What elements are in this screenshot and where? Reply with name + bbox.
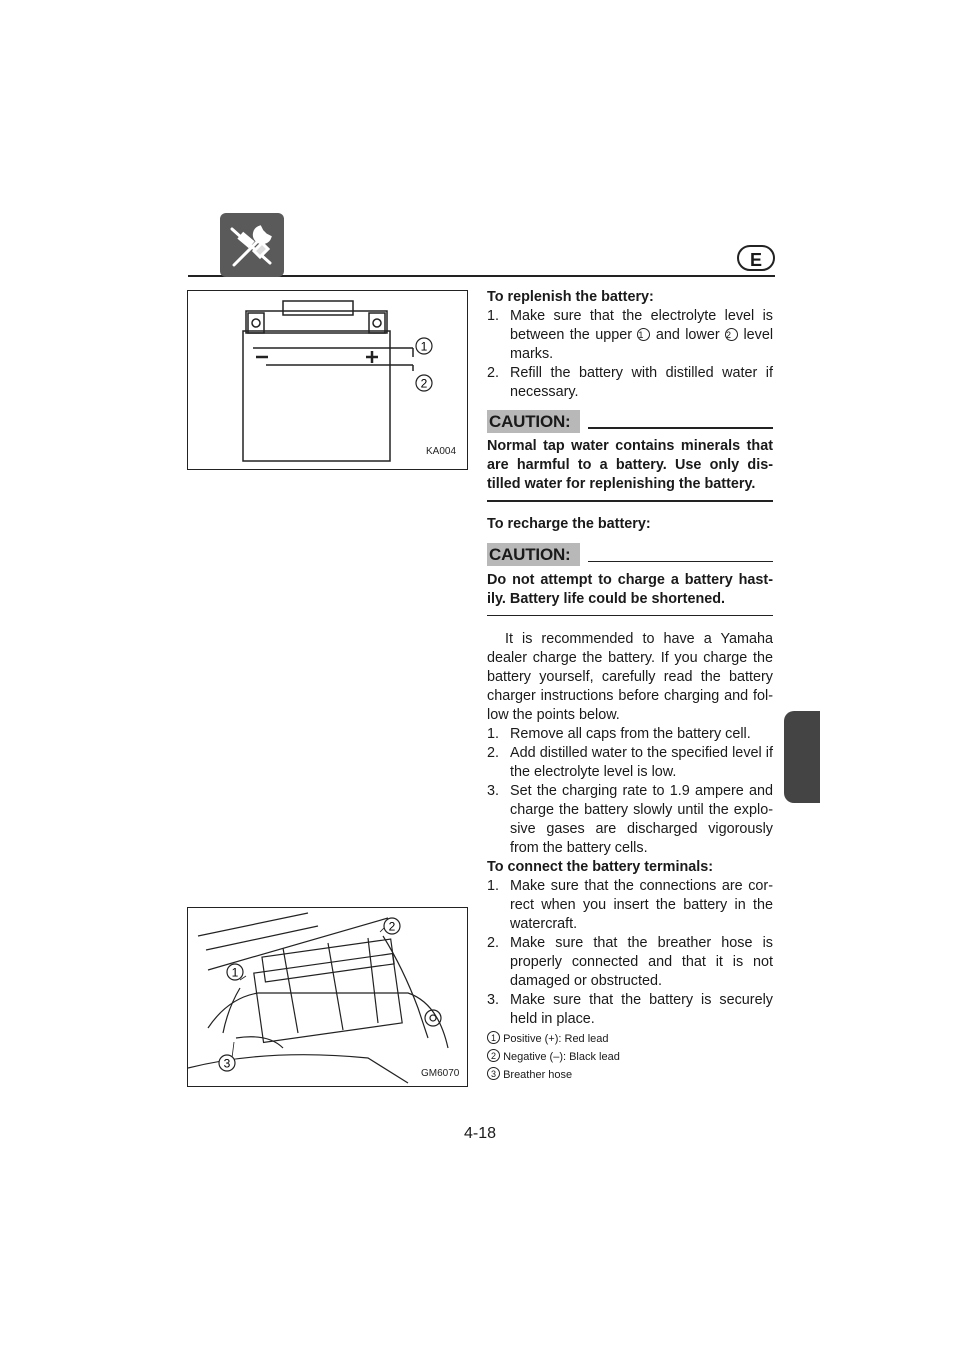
callout-3-label: 3 [223,1056,231,1071]
recharge-step-2: 2. Add distilled water to the specified level if the electrolyte level is low. [487,745,773,780]
legend-item: 1 Positive (+): Red lead [487,1030,773,1048]
caution-text: Normal tap water contains minerals that are harmful to a battery. Use only dis-tilled water for replenishing the battery. [487,438,773,492]
connect-step-2: 2. Make sure that the breather hose is properly connected and that it is not damaged or obstructed. [487,935,773,989]
recharge-heading: To recharge the battery: [487,515,651,532]
caution-end-rule [487,500,773,502]
figure-code: GM6070 [421,1068,460,1079]
callout-marker-2: 2 [725,328,738,341]
connect-step-3: 3. Make sure that the battery is securely held in place. [487,992,773,1027]
replenish-step-1: 1. Make sure that the electrolyte level is between the upper 1 and lower 2 level marks. [487,308,774,362]
caution-text: Do not attempt to charge a battery hast-ily. Battery life could be shortened. [487,571,773,607]
page-number: 4-18 [463,1125,497,1142]
legend-item: 3 Breather hose [487,1066,773,1084]
language-badge: E [737,245,775,271]
callout-2-label: 2 [388,919,396,934]
callout-marker-1: 1 [637,328,650,341]
legend [487,1030,773,1084]
tools-icon [220,213,284,277]
caution-label: CAUTION: [487,410,580,433]
caution-label: CAUTION: [487,543,580,566]
installation-figure [187,907,468,1087]
legend-marker: 1 [487,1031,500,1044]
section-tab [784,711,820,803]
callout-2-label: 2 [420,376,428,391]
legend-marker: 3 [487,1067,500,1080]
caution-box-2 [487,542,773,617]
recharge-step-3: 3. Set the charging rate to 1.9 ampere and charge the battery slowly until the explo-sive gases are discharged vigorously from the battery cells. [487,783,773,856]
battery-illustration [188,291,466,468]
caution-end-rule [487,615,773,617]
legend-item: 2 Negative (–): Black lead [487,1048,773,1066]
battery-figure [187,290,468,470]
replenish-heading: To replenish the battery: [487,289,654,305]
legend-marker: 2 [487,1049,500,1062]
battery-installation-illustration [188,908,466,1085]
caution-box-1 [487,408,773,502]
content-column [487,288,773,1084]
caution-rule [588,427,774,429]
connect-heading: To connect the battery terminals: [487,859,714,875]
callout-1-label: 1 [231,965,239,980]
recharge-paragraph: It is recommended to have a Yamaha dealer charge the battery. If you charge the battery yourself, carefully read the battery charger instructions before charging and fol-low the points below. [487,631,773,723]
recharge-step-1: 1. Remove all caps from the battery cell. [487,726,751,742]
figure-code: KA004 [426,446,457,457]
connect-step-1: 1. Make sure that the connections are cor-rect when you insert the battery in the watercraft. [487,878,773,932]
caution-rule [588,561,774,563]
callout-1-label: 1 [420,339,428,354]
replenish-step-2: 2. Refill the battery with distilled water if necessary. [487,365,773,400]
